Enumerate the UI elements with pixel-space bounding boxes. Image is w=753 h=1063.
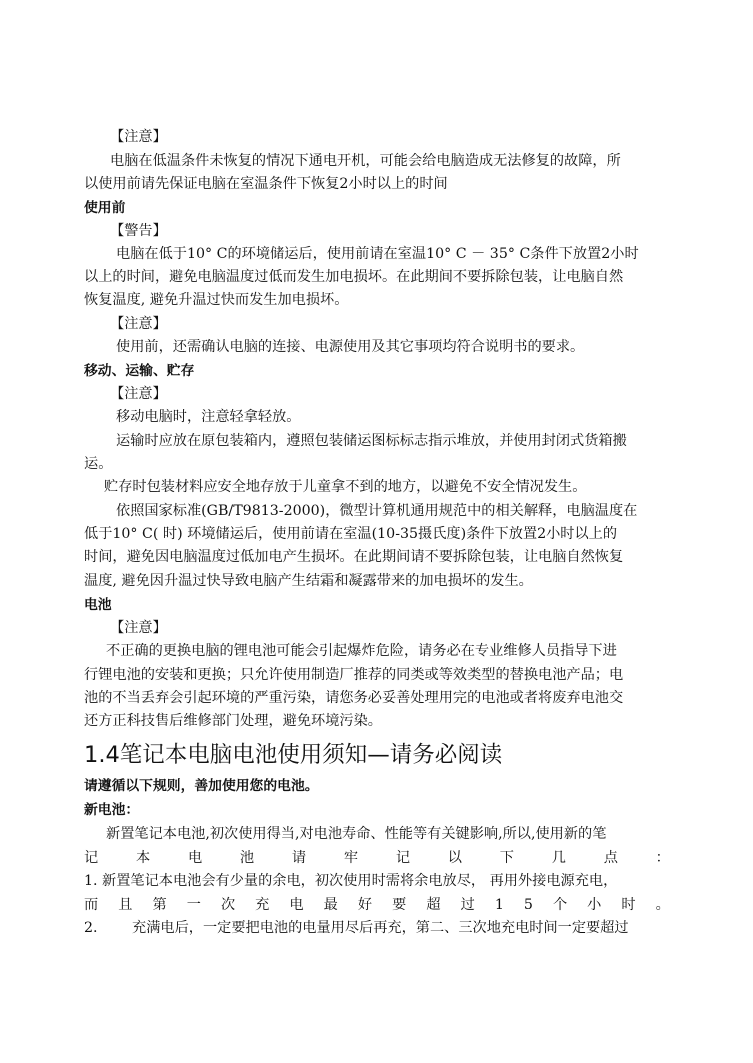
paragraph-line: 运输时应放在原包装箱内，遵照包装储运图标标志指示堆放，并使用封闭式货箱搬 bbox=[116, 433, 627, 449]
char: 好 bbox=[357, 897, 373, 913]
subsection-heading: 新电池： bbox=[84, 802, 140, 818]
section-title: 1.4笔记本电脑电池使用须知—请务必阅读 bbox=[84, 742, 503, 768]
char: 下 bbox=[499, 850, 514, 866]
char: 最 bbox=[323, 897, 338, 913]
paragraph-line: 电脑在低温条件未恢复的情况下通电开机，可能会给电脑造成无法修复的故障，所 bbox=[110, 153, 621, 169]
char: 池 bbox=[239, 850, 255, 866]
char: 第 bbox=[152, 897, 167, 913]
char: 充 bbox=[255, 897, 270, 913]
char: 1 bbox=[494, 897, 504, 913]
char: 几 bbox=[551, 850, 566, 866]
paragraph-line: 行锂电池的安装和更换；只允许使用制造厂推荐的同类或等效类型的替换电池产品；电 bbox=[84, 667, 624, 683]
char: 以 bbox=[447, 850, 462, 866]
char: 而 bbox=[84, 897, 99, 913]
paragraph-line: 不正确的更换电脑的锂电池可能会引起爆炸危险，请务必在专业维修人员指导下进 bbox=[106, 643, 617, 659]
paragraph-line: 移动电脑时，注意轻拿轻放。 bbox=[116, 409, 301, 425]
paragraph-line: 池的不当丢弃会引起环境的严重污染，请您务必妥善处理用完的电池或者将废弃电池交 bbox=[84, 690, 624, 706]
notice-tag: 【注意】 bbox=[110, 620, 167, 636]
paragraph-line: 电脑在低于10° C的环境储运后，使用前请在室温10° C － 35° C条件下放置2小时 bbox=[116, 246, 639, 262]
paragraph-line: 以上的时间，避免电脑温度过低而发生加电损坏。在此期间不要拆除包装，让电脑自然 bbox=[84, 269, 624, 285]
section-heading: 移动、运输、贮存 bbox=[84, 363, 195, 379]
paragraph-line-justified bbox=[84, 847, 670, 869]
section-heading: 使用前 bbox=[84, 200, 126, 216]
notice-tag: 【注意】 bbox=[110, 316, 167, 332]
list-item: 充满电后，一定要把电池的电量用尽后再充，第二、三次地充电时间一定要超过 bbox=[132, 920, 629, 936]
paragraph-line: 以使用前请先保证电脑在室温条件下恢复2小时以上的时间 bbox=[84, 176, 448, 192]
char: 记 bbox=[84, 850, 99, 866]
char: 小 bbox=[587, 897, 602, 913]
paragraph-line: 使用前，还需确认电脑的连接、电源使用及其它事项均符合说明书的要求。 bbox=[116, 339, 585, 355]
char: 牢 bbox=[343, 850, 359, 866]
paragraph-line: 还方正科技售后维修部门处理，避免环境污染。 bbox=[84, 713, 382, 729]
paragraph-line-justified bbox=[84, 894, 670, 916]
notice-tag: 【注意】 bbox=[110, 129, 167, 145]
paragraph-line: 温度, 避免因升温过快导致电脑产生结霜和凝露带来的加电损坏的发生。 bbox=[84, 573, 533, 589]
paragraph-line: 新置笔记本电池,初次使用得当,对电池寿命、性能等有关键影响,所以,使用新的笔 bbox=[106, 826, 607, 842]
paragraph-line: 时间，避免因电脑温度过低加电产生损坏。在此期间请不要拆除包装，让电脑自然恢复 bbox=[84, 549, 624, 565]
char: 过 bbox=[460, 897, 475, 913]
paragraph-line: 贮存时包装材料应安全地存放于儿童拿不到的地方，以避免不安全情况发生。 bbox=[104, 479, 587, 495]
char: 记 bbox=[395, 850, 411, 866]
notice-tag: 【注意】 bbox=[110, 386, 167, 402]
char: 本 bbox=[135, 850, 151, 866]
char: 且 bbox=[118, 897, 133, 913]
char: 点 bbox=[603, 850, 618, 866]
paragraph-line: 低于10° C( 时) 环境储运后，使用前请在室温(10-35摄氏度)条件下放置2小时以上的 bbox=[84, 526, 618, 542]
section-heading: 电池 bbox=[84, 597, 112, 613]
char: 。 bbox=[655, 897, 670, 913]
char: ： bbox=[655, 850, 670, 866]
paragraph-line: 依照国家标准(GB/T9813-2000)，微型计算机通用规范中的相关解释，电脑温度在 bbox=[116, 503, 638, 519]
char: 次 bbox=[220, 897, 236, 913]
char: 要 bbox=[392, 897, 407, 913]
paragraph-line: 恢复温度, 避免升温过快而发生加电损坏。 bbox=[84, 292, 349, 308]
char: 个 bbox=[552, 897, 568, 913]
char: 电 bbox=[187, 850, 203, 866]
paragraph-line: 运。 bbox=[84, 456, 113, 472]
warning-tag: 【警告】 bbox=[110, 223, 167, 239]
list-item-number: 2. bbox=[84, 920, 98, 936]
section-subtitle: 请遵循以下规则，善加使用您的电池。 bbox=[84, 778, 319, 794]
char: 请 bbox=[291, 850, 307, 866]
char: 电 bbox=[289, 897, 304, 913]
char: 一 bbox=[186, 897, 201, 913]
char: 5 bbox=[523, 897, 533, 913]
char: 时 bbox=[621, 897, 636, 913]
char: 超 bbox=[426, 897, 441, 913]
list-item: 1. 新置笔记本电池会有少量的余电，初次使用时需将余电放尽， 再用外接电源充电， bbox=[84, 873, 618, 889]
